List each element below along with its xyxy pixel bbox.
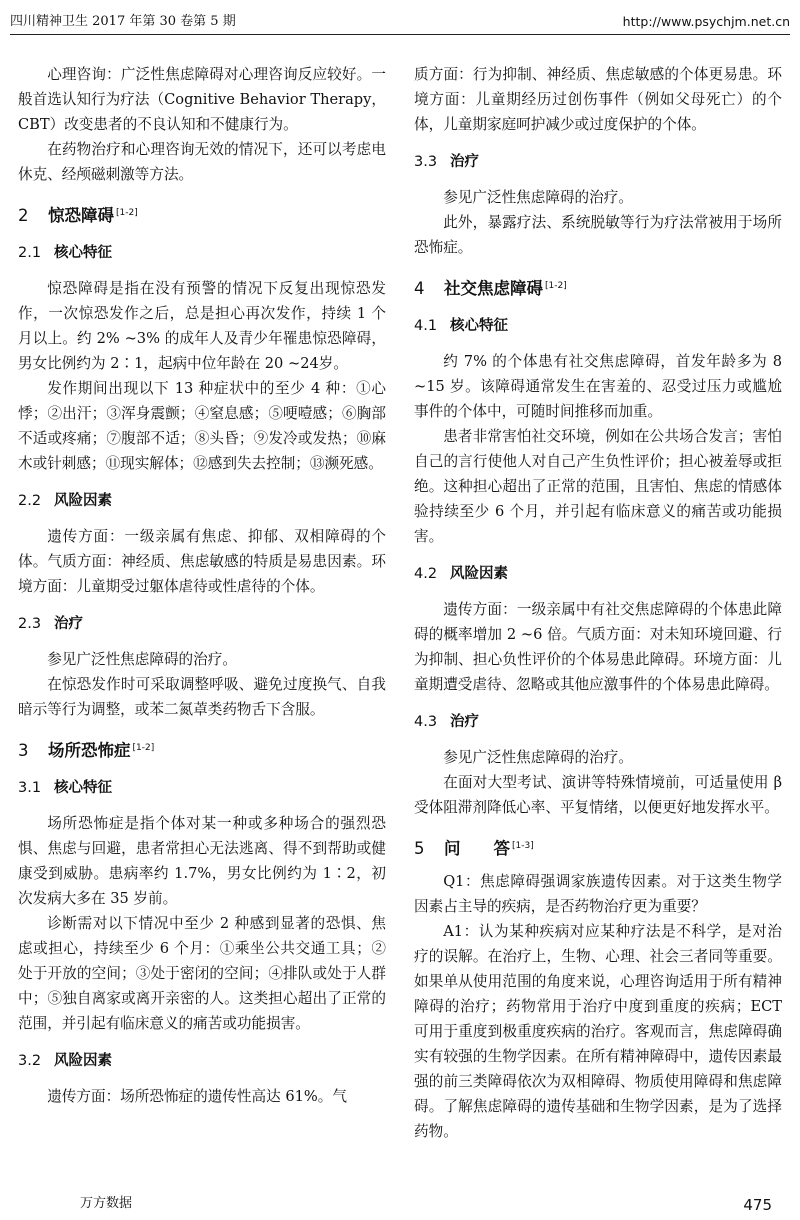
citation: [1-3]	[512, 841, 534, 851]
subsection-heading-3-1: 3.1 核心特征	[18, 780, 112, 796]
running-header	[10, 12, 790, 35]
paragraph: 惊恐障碍是指在没有预警的情况下反复出现惊恐发作，一次惊恐发作之后，总是担心再次发作，持续 1 个月以上。约 2% ~3% 的成年人及青少年罹患惊恐障碍，男女比例约为 2∶1，起病中位年龄在 20 ~24岁。	[18, 280, 386, 372]
page-number: 475	[743, 1196, 772, 1214]
citation: [1-2]	[132, 743, 155, 753]
subsection-heading-4-1: 4.1 核心特征	[414, 318, 508, 334]
paragraph: 发作期间出现以下 13 种症状中的至少 4 种：①心悸；②出汗；③浑身震颤；④窒息感；⑤哽噎感；⑥胸部不适或疼痛；⑦腹部不适；⑧头昏；⑨发冷或发热；⑩麻木或针刺感；⑪现实解体；⑫感到失去控制；⑬濒死感。	[18, 380, 386, 472]
left-column	[18, 62, 386, 1109]
paragraph: 遗传方面：一级亲属有焦虑、抑郁、双相障碍的个体。气质方面：神经质、焦虑敏感的特质是易患因素。环境方面：儿童期受过躯体虐待或性虐待的个体。	[18, 528, 386, 595]
subsection-heading-2-2: 2.2 风险因素	[18, 493, 112, 509]
answer-paragraph: A1：认为某种疾病对应某种疗法是不科学，是对治疗的误解。在治疗上，生物、心理、社会三者同等重要。如果单从使用范围的角度来说，心理咨询适用于所有精神障碍的治疗；药物常用于治疗中度到重度的疾病；ECT 可用于重度到极重度疾病的治疗。客观而言，焦虑障碍确实有较强的生物学因素。在所有精神障碍中，遗传因素最强的前三类障碍依次为双相障碍、物质使用障碍和焦虑障碍。了解焦虑障碍的遗传基础和生物学因素，是为了选择药物。	[414, 923, 782, 1140]
subsection-heading-3-3: 3.3 治疗	[414, 154, 479, 170]
journal-url[interactable]: http://www.psychjm.net.cn	[622, 14, 790, 29]
watermark: 万方数据	[80, 1196, 133, 1211]
subsection-heading-3-2: 3.2 风险因素	[18, 1053, 112, 1069]
subsection-heading-4-2: 4.2 风险因素	[414, 566, 508, 582]
citation: [1-2]	[545, 281, 567, 291]
paragraph: 遗传方面：一级亲属中有社交焦虑障碍的个体患此障碍的概率增加 2 ~6 倍。气质方面：对未知环境回避、行为抑制、担心负性评价的个体易患此障碍。环境方面：儿童期遭受虐待、忽略或其他应激事件的个体易患此障碍。	[414, 601, 782, 693]
paragraph: 质方面：行为抑制、神经质、焦虑敏感的个体更易患。环境方面：儿童期经历过创伤事件（例如父母死亡）的个体，儿童期家庭呵护减少或过度保护的个体。	[414, 66, 782, 133]
paragraph: 约 7% 的个体患有社交焦虑障碍，首发年龄多为 8 ~15 岁。该障碍通常发生在害羞的、忍受过压力或尴尬事件的个体中，可随时间推移而加重。	[414, 353, 782, 420]
subsection-heading-2-1: 2.1 核心特征	[18, 245, 112, 261]
paragraph: 参见广泛性焦虑障碍的治疗。	[443, 749, 633, 766]
section-heading-4: 4 社交焦虑障碍 [1-2]	[414, 279, 567, 298]
paragraph: 在惊恐发作时可采取调整呼吸、避免过度换气、自我暗示等行为调整，或苯二氮䓬类药物舌下含服。	[18, 676, 386, 718]
section-heading-2: 2 惊恐障碍 [1-2]	[18, 206, 138, 225]
paragraph: 参见广泛性焦虑障碍的治疗。	[47, 651, 237, 668]
section-heading-5: 5 问 答 [1-3]	[414, 839, 534, 858]
subsection-heading-4-3: 4.3 治疗	[414, 714, 479, 730]
paragraph: 患者非常害怕社交环境，例如在公共场合发言；害怕自己的言行使他人对自己产生负性评价；担心被羞辱或拒绝。这种担心超出了正常的范围，且害怕、焦虑的情感体验持续至少 6 个月，并引起有临床意义的痛苦或功能损害。	[414, 428, 782, 545]
paragraph: 遗传方面：场所恐怖症的遗传性高达 61%。气	[47, 1088, 347, 1105]
journal-issue: 四川精神卫生 2017 年第 30 卷第 5 期	[10, 14, 236, 29]
subsection-heading-2-3: 2.3 治疗	[18, 616, 83, 632]
paragraph: 诊断需对以下情况中至少 2 种感到显著的恐惧、焦虑或担心，持续至少 6 个月：①乘坐公共交通工具；②处于开放的空间；③处于密闭的空间；④排队或处于人群中；⑤独自离家或离开亲密的人。这类担心超出了正常的范围，并引起有临床意义的痛苦或功能损害。	[18, 915, 386, 1032]
paragraph: 在面对大型考试、演讲等特殊情境前，可适量使用 β 受体阻滞剂降低心率、平复情绪，以便更好地发挥水平。	[414, 774, 782, 816]
paragraph: 此外，暴露疗法、系统脱敏等行为疗法常被用于场所恐怖症。	[414, 214, 782, 256]
paragraph: 场所恐怖症是指个体对某一种或多种场合的强烈恐惧、焦虑与回避，患者常担心无法逃离、得不到帮助或健康受到威胁。患病率约 1.7%，男女比例约为 1∶2，初次发病大多在 35 岁前。	[18, 815, 386, 907]
section-heading-3: 3 场所恐怖症 [1-2]	[18, 741, 155, 760]
citation: [1-2]	[116, 208, 138, 218]
paragraph: 在药物治疗和心理咨询无效的情况下，还可以考虑电休克、经颅磁刺激等方法。	[18, 141, 386, 183]
paragraph: 参见广泛性焦虑障碍的治疗。	[443, 189, 633, 206]
paragraph: 心理咨询：广泛性焦虑障碍对心理咨询反应较好。一般首选认知行为疗法（Cognitive Behavior Therapy，CBT）改变患者的不良认知和不健康行为。	[18, 66, 386, 133]
question-paragraph: Q1：焦虑障碍强调家族遗传因素。对于这类生物学因素占主导的疾病，是否药物治疗更为重要？	[414, 873, 782, 915]
right-column	[414, 62, 782, 1144]
